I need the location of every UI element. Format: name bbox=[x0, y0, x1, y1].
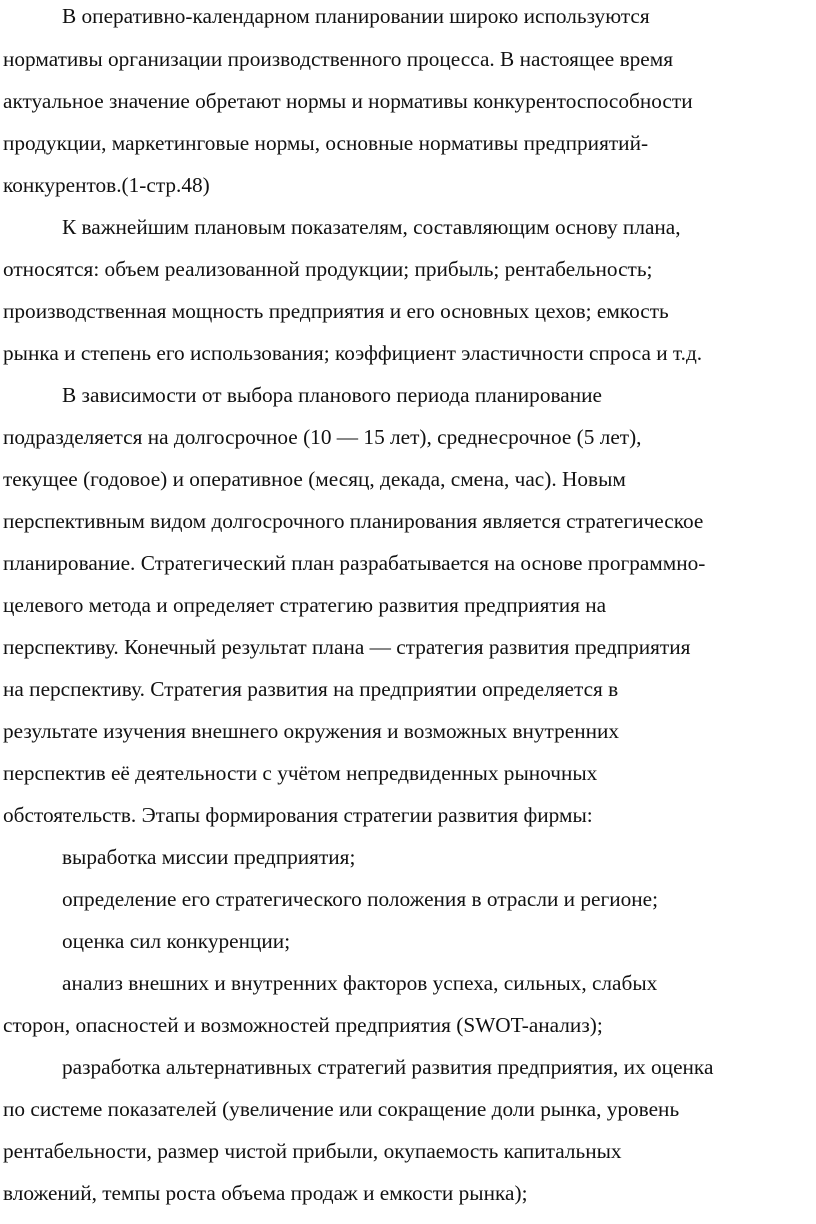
text-line: В оперативно-календарном планировании широко используются bbox=[62, 4, 650, 28]
text-line: рентабельности, размер чистой прибыли, окупаемость капитальных bbox=[3, 1139, 622, 1163]
text-line: результате изучения внешнего окружения и возможных внутренних bbox=[3, 719, 620, 743]
text-line: по системе показателей (увеличение или сокращение доли рынка, уровень bbox=[3, 1097, 680, 1121]
text-line: актуальное значение обретают нормы и нормативы конкурентоспособности bbox=[3, 89, 693, 113]
text-line: производственная мощность предприятия и его основных цехов; емкость bbox=[3, 299, 669, 323]
text-line: разработка альтернативных стратегий развития предприятия, их оценка bbox=[62, 1055, 714, 1079]
text-line: нормативы организации производственного процесса. В настоящее время bbox=[3, 47, 673, 71]
text-line: продукции, маркетинговые нормы, основные нормативы предприятий- bbox=[3, 131, 649, 155]
text-line: перспективным видом долгосрочного планирования является стратегическое bbox=[3, 509, 704, 533]
text-line: перспектив её деятельности с учётом непредвиденных рыночных bbox=[3, 761, 598, 785]
text-line: на перспективу. Стратегия развития на предприятии определяется в bbox=[3, 677, 619, 701]
text-line: определение его стратегического положения в отрасли и регионе; bbox=[62, 887, 659, 911]
text-line: сторон, опасностей и возможностей предприятия (SWOT-анализ); bbox=[3, 1013, 603, 1037]
text-line: рынка и степень его использования; коэффициент эластичности спроса и т.д. bbox=[3, 341, 703, 365]
text-line: К важнейшим плановым показателям, составляющим основу плана, bbox=[62, 215, 681, 239]
text-line: планирование. Стратегический план разрабатывается на основе программно- bbox=[3, 551, 706, 575]
text-line: целевого метода и определяет стратегию развития предприятия на bbox=[3, 593, 607, 617]
text-line: перспективу. Конечный результат плана — стратегия развития предприятия bbox=[3, 635, 691, 659]
text-line: выработка миссии предприятия; bbox=[62, 845, 356, 869]
text-line: В зависимости от выбора планового периода планирование bbox=[62, 383, 602, 407]
text-line: конкурентов.(1-стр.48) bbox=[3, 173, 210, 197]
text-line: оценка сил конкуренции; bbox=[62, 929, 291, 953]
text-line: вложений, темпы роста объема продаж и емкости рынка); bbox=[3, 1181, 528, 1205]
text-line: относятся: объем реализованной продукции; прибыль; рентабельность; bbox=[3, 257, 653, 281]
text-line: обстоятельств. Этапы формирования стратегии развития фирмы: bbox=[3, 803, 593, 827]
text-line: текущее (годовое) и оперативное (месяц, декада, смена, час). Новым bbox=[3, 467, 626, 491]
text-line: подразделяется на долгосрочное (10 — 15 лет), среднесрочное (5 лет), bbox=[3, 425, 642, 449]
text-line: анализ внешних и внутренних факторов успеха, сильных, слабых bbox=[62, 971, 658, 995]
